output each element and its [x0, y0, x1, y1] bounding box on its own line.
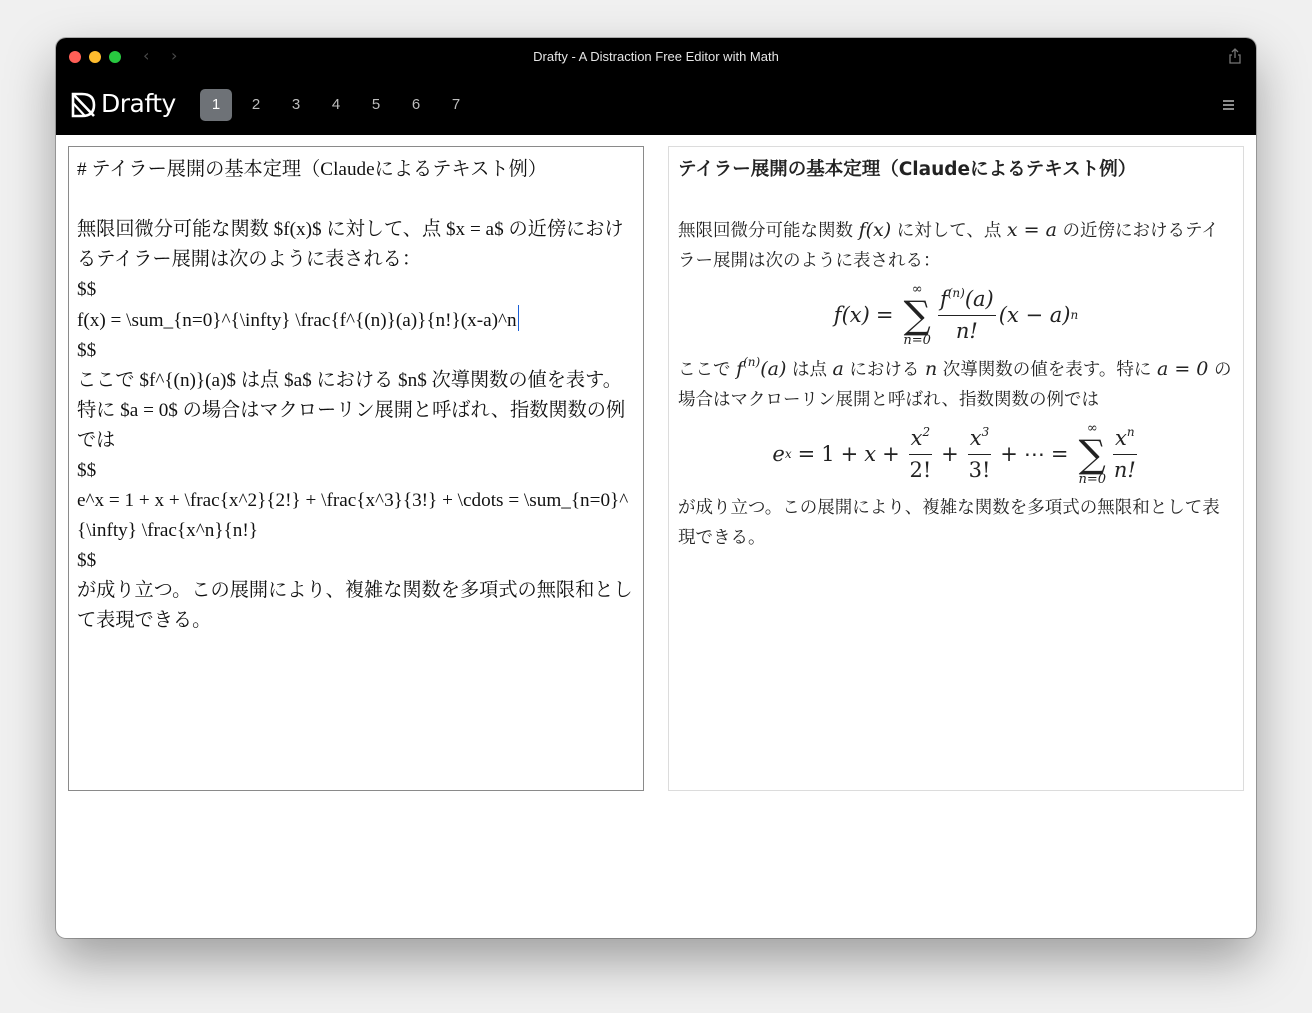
share-icon[interactable]	[1228, 48, 1242, 64]
sum-lower-limit: n=0	[903, 333, 931, 348]
tab-4[interactable]: 4	[331, 96, 341, 113]
math-superscript: 3	[981, 425, 990, 440]
editor-line-with-cursor[interactable]	[77, 305, 635, 336]
editor-line[interactable]: $$	[77, 550, 97, 571]
math-superscript: (n)	[947, 286, 965, 301]
fraction-denominator: n!	[955, 318, 978, 343]
math-superscript: n	[1126, 425, 1135, 440]
title-bar	[56, 38, 1256, 76]
editor-line[interactable]	[77, 185, 635, 215]
inline-math: n	[924, 358, 938, 380]
paragraph-text: 次導関数の値を表す。特に	[937, 360, 1157, 380]
display-equation-exponential: e x = 1 + x + $\frac{x^2}{2!}$ + $\frac{x^3}{3!}$ + ⋯ = ∞ ∑ n=0 $\frac{x^n}{n!}$	[772, 421, 1136, 487]
math-term: 1	[821, 442, 835, 466]
fraction	[968, 426, 991, 481]
logo-text: Drafty	[101, 89, 176, 118]
window-title: Drafty - A Distraction Free Editor with Math	[533, 49, 779, 64]
preview-heading: テイラー展開の基本定理（Claudeによるテキスト例）	[678, 159, 1137, 180]
inline-math: a = 0	[1156, 358, 1209, 380]
summation	[1078, 421, 1106, 487]
inline-math: a	[832, 358, 844, 380]
math-superscript: (n)	[743, 355, 761, 369]
app-window	[56, 38, 1256, 938]
math-term: x	[1115, 426, 1127, 451]
paragraph-text: に対して、点	[891, 221, 1007, 241]
fraction-denominator: n!	[1113, 457, 1136, 482]
math-lhs: f(x)	[833, 303, 870, 327]
math-plus: +	[882, 442, 900, 466]
rendered-preview	[668, 146, 1244, 791]
display-equation-taylor: f(x) = ∞ ∑ n=0 $\frac{f^{(n)}(a)}{n!}$ (x − a) n	[833, 282, 1079, 348]
fraction-denominator: 3!	[968, 457, 991, 482]
tab-3[interactable]: 3	[291, 96, 301, 113]
editor-line[interactable]: $$	[77, 340, 97, 361]
editor-line[interactable]: が成り立つ。この展開により、複雑な関数を多項式の無限和として表現できる。	[77, 580, 633, 631]
back-arrow-icon[interactable]: ‹	[143, 46, 150, 65]
fraction	[1113, 426, 1137, 481]
fraction-numerator	[1113, 426, 1137, 454]
toolbar	[56, 76, 1256, 135]
math-term: x	[969, 426, 982, 451]
preview-paragraph-2	[678, 354, 1234, 415]
editor-line[interactable]: ここで $f^{(n)}(a)$ は点 $a$ における $n$ 次導関数の値を表す。特に $a = 0$ の場合はマクローリン展開と呼ばれ、指数関数の例では	[77, 370, 626, 451]
editor-line[interactable]: 無限回微分可能な関数 $f(x)$ に対して、点 $x = a$ の近傍におけるテイラー展開は次のように表される：	[77, 219, 624, 270]
math-cdots: ⋯	[1023, 442, 1045, 466]
drafty-logo-icon	[70, 91, 98, 119]
paragraph-text: の近傍におけるテイラー展開は次のように表される：	[678, 221, 1219, 271]
math-term: e	[772, 442, 785, 466]
inline-math: x = a	[1006, 219, 1057, 241]
fraction-numerator	[968, 426, 991, 454]
forward-arrow-icon[interactable]: ›	[171, 46, 178, 65]
paragraph-text: 無限回微分可能な関数	[678, 221, 859, 241]
paragraph-text: ここで	[678, 360, 737, 380]
tab-6[interactable]: 6	[411, 96, 421, 113]
math-term: (a)	[964, 287, 994, 312]
math-term: x	[910, 426, 923, 451]
sum-upper-limit: ∞	[1086, 421, 1098, 436]
hamburger-icon[interactable]	[1223, 100, 1234, 110]
text-cursor	[518, 305, 520, 331]
fraction	[909, 426, 932, 481]
summation	[903, 282, 931, 348]
sum-lower-limit: n=0	[1078, 472, 1107, 487]
tab-5[interactable]: 5	[371, 96, 381, 113]
inline-math	[736, 355, 787, 380]
sum-symbol: ∑	[1078, 432, 1106, 476]
fraction-numerator	[909, 426, 932, 454]
math-term: (x − a)	[998, 303, 1071, 327]
preview-paragraph-1	[678, 215, 1234, 276]
tab-7[interactable]: 7	[451, 96, 461, 113]
editor-line[interactable]: $$	[77, 279, 97, 300]
inline-math: f(x)	[858, 219, 892, 241]
math-term: x	[864, 442, 877, 466]
tab-2[interactable]: 2	[251, 96, 261, 113]
fraction	[938, 287, 996, 342]
tab-1[interactable]: 1	[200, 89, 232, 121]
paragraph-text: における	[843, 360, 925, 380]
editor-line[interactable]: $$	[77, 460, 97, 481]
sum-symbol: ∑	[903, 293, 931, 337]
math-equals: =	[1050, 442, 1069, 466]
editor-line[interactable]: # テイラー展開の基本定理（Claudeによるテキスト例）	[77, 159, 547, 180]
math-plus: +	[1000, 442, 1018, 466]
sum-upper-limit: ∞	[911, 282, 923, 297]
math-term: (a)	[760, 358, 787, 380]
fraction-numerator	[938, 287, 996, 315]
paragraph-text: の場合はマクローリン展開と呼ばれ、指数関数の例では	[678, 360, 1232, 410]
math-plus: +	[941, 442, 959, 466]
math-term: f	[939, 287, 948, 312]
markdown-editor[interactable]	[68, 146, 644, 791]
math-equals: =	[797, 442, 816, 466]
math-superscript: 2	[922, 425, 931, 440]
math-equals: =	[875, 303, 894, 327]
preview-paragraph-3: が成り立つ。この展開により、複雑な関数を多項式の無限和として表現できる。	[678, 498, 1220, 548]
math-plus: +	[840, 442, 859, 466]
math-term: f	[736, 358, 744, 380]
editor-line[interactable]: e^x = 1 + x + \frac{x^2}{2!} + \frac{x^3}{3!} + \cdots = \sum_{n=0}^{\infty} \frac{x^n}{n!}	[77, 490, 629, 541]
fraction-denominator: 2!	[909, 457, 932, 482]
paragraph-text: は点	[786, 360, 833, 380]
editor-line[interactable]: f(x) = \sum_{n=0}^{\infty} \frac{f^{(n)}(a)}{n!}(x-a)^n	[77, 310, 517, 331]
